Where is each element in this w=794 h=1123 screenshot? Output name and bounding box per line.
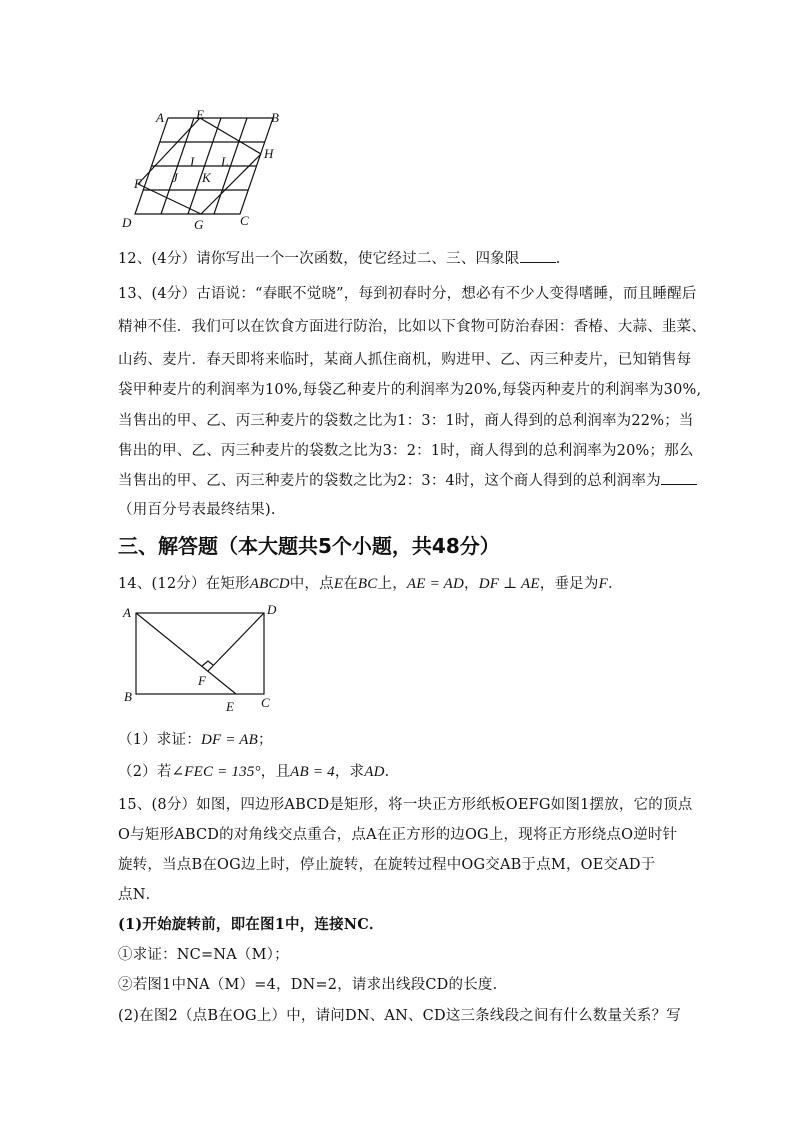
q14-math-abcd: ABCD	[249, 576, 290, 592]
q14-sub1-end: ；	[258, 732, 273, 748]
label-C: C	[240, 213, 249, 228]
q13-line-4: 袋甲种麦片的利润率为10%,每袋乙种麦片的利润率为20%,每袋丙种麦片的利润率为30%,	[118, 382, 702, 398]
label-H: H	[264, 146, 274, 161]
q14-math-ae-ad: AE = AD	[406, 576, 464, 592]
q14-sub2-math-ab: AB = 4	[290, 764, 335, 780]
q14-math-e: E	[333, 576, 344, 592]
q14-text-5: ，	[463, 576, 479, 592]
label-F: F	[134, 176, 142, 191]
rect-label-B: B	[124, 689, 132, 704]
q13-line-3: 山药、麦片．春天即将来临时，某商人抓住商机，购进甲、乙、丙三种麦片，已知销售每	[118, 352, 692, 368]
q14-text-3: 在	[343, 576, 358, 592]
rect-label-D: D	[267, 602, 277, 617]
q14-math-df-perp-ae: DF ⊥ AE	[478, 576, 540, 592]
q15-line-4: 点N．	[118, 887, 161, 903]
q13-line-2: 精神不佳．我们可以在饮食方面进行防治，比如以下食物可防治春困：香椿、大蒜、韭菜、	[118, 319, 706, 335]
label-L: L	[221, 154, 229, 169]
q14-text-6: ，垂足为	[539, 576, 599, 592]
q14-text-2: 中，点	[289, 576, 334, 592]
rect-label-A: A	[123, 605, 131, 620]
question-14	[118, 572, 623, 593]
q14-part-2	[118, 760, 399, 781]
parallelogram-grid-diagram	[118, 104, 288, 234]
q12-answer-blank[interactable]	[520, 249, 556, 263]
q14-sub2-text: （2）若	[118, 764, 172, 780]
rectangle-diagram	[118, 600, 283, 715]
label-B: B	[271, 110, 279, 125]
q14-sub2-math-angle: ∠FEC = 135°	[171, 764, 261, 780]
q15-part-1: (1)开始旋转前，即在图1中，连接NC．	[118, 916, 384, 933]
q14-sub1-text: （1）求证：	[118, 732, 201, 748]
q13-line-1: 13、(4分）古语说：“春眠不觉晓”，每到初春时分，想必有不少人变得嗜睡，而且睡醒后	[118, 286, 697, 302]
q14-text-7: ．	[607, 576, 623, 592]
label-E: E	[196, 107, 204, 122]
q13-line-7	[118, 469, 697, 490]
rect-label-C: C	[261, 695, 270, 710]
figure-rectangle	[118, 600, 283, 715]
q13-line-5: 当售出的甲、乙、丙三种麦片的袋数之比为1：3：1时，商人得到的总利润率为22%；当	[118, 413, 694, 429]
q14-sub1-math: DF = AB	[200, 732, 259, 748]
q15-part-2: (2)在图2（点B在OG上）中，请问DN、AN、CD这三条线段之间有什么数量关系？写	[118, 1008, 681, 1024]
rect-label-F: F	[198, 673, 206, 688]
q15-part-1a: ①求证：NC=NA（M）；	[118, 947, 289, 963]
q13-line-7-text: 当售出的甲、乙、丙三种麦片的袋数之比为2：3：4时，这个商人得到的总利润率为	[118, 473, 661, 489]
label-I: I	[190, 154, 195, 169]
q13-line-6: 售出的甲、乙、丙三种麦片的袋数之比为3：2：1时，商人得到的总利润率为20%；那么	[118, 443, 694, 459]
section-3-heading: 三、解答题（本大题共5个小题，共48分）	[118, 534, 500, 558]
figure-parallelogram-grid	[118, 104, 288, 234]
q12-text: 12、(4分）请你写出一个一次函数，使它经过二、三、四象限	[118, 251, 520, 267]
q12-end: .	[555, 251, 561, 267]
label-A: A	[156, 110, 164, 125]
q15-line-2: O与矩形ABCD的对角线交点重合，点A在正方形的边OG上，现将正方形绕点O逆时针	[118, 827, 678, 843]
q15-line-1: 15、(8分）如图，四边形ABCD是矩形，将一块正方形纸板OEFG如图1摆放，它的顶点	[118, 797, 693, 813]
label-K: K	[202, 170, 211, 185]
q13-last-line: （用百分号表最终结果).	[118, 502, 276, 518]
q15-line-3: 旋转，当点B在OG边上时，停止旋转，在旋转过程中OG交AB于点M，OE交AD于	[118, 857, 656, 873]
label-J: J	[172, 170, 178, 185]
label-G: G	[194, 217, 204, 232]
q14-sub2-mid2: ，求	[334, 764, 365, 780]
q14-part-1	[118, 728, 273, 749]
rect-label-E: E	[226, 699, 234, 714]
q15-part-1b: ②若图1中NA（M）=4，DN=2，请求出线段CD的长度.	[118, 977, 498, 993]
q14-math-bc: BC	[357, 576, 378, 592]
q14-math-f: F	[598, 576, 608, 592]
q14-text-4: 上，	[377, 576, 407, 592]
q14-text-1: 14、(12分）在矩形	[118, 576, 250, 592]
q14-sub2-math-ad: AD	[364, 764, 385, 780]
question-12	[118, 247, 560, 268]
label-D: D	[122, 215, 132, 230]
q13-answer-blank[interactable]	[661, 471, 697, 485]
q14-sub2-end: ．	[384, 764, 400, 780]
q14-sub2-mid: ，且	[260, 764, 291, 780]
